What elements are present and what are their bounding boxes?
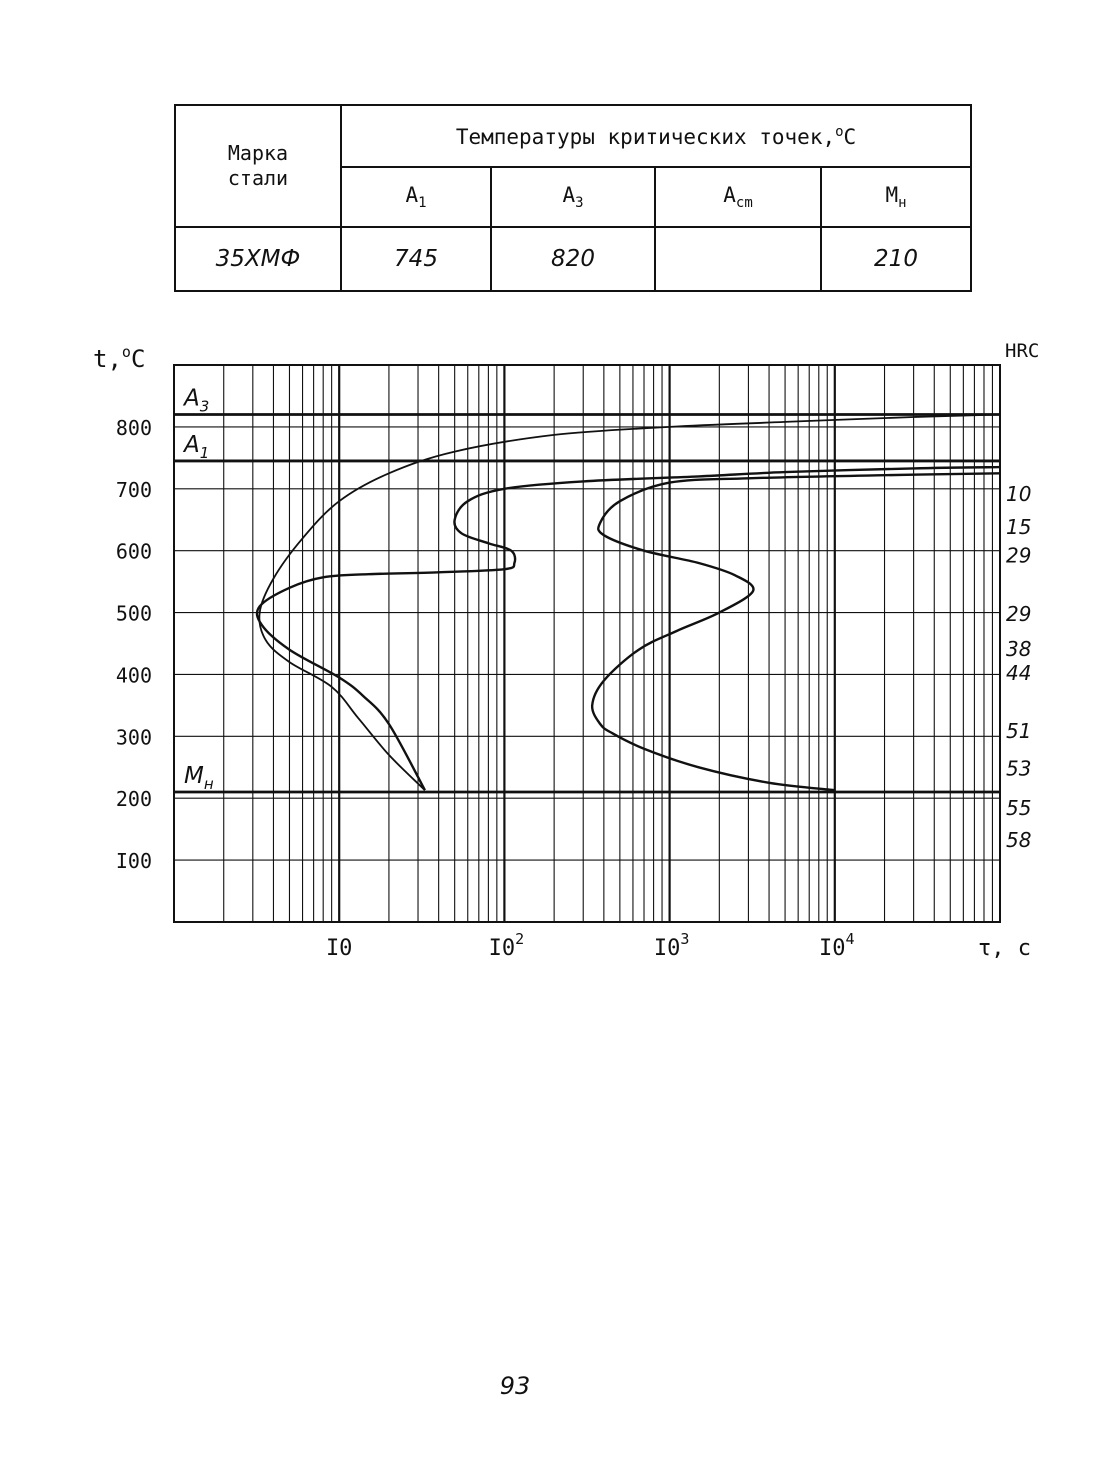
celsius-unit: С (843, 124, 857, 149)
right-axis-label: HRC (1005, 340, 1040, 362)
hrc-label: 44 (1006, 660, 1032, 685)
y-axis-label: t,$^о$С (93, 343, 146, 373)
curves (257, 415, 1000, 791)
col-a3-header: $A_3$ (491, 167, 655, 227)
hrc-labels (1006, 482, 1031, 852)
critical-line-label: $A_3$ (184, 385, 210, 416)
hrc-label: 51 (1006, 719, 1032, 744)
a1-value: 745 (341, 227, 491, 291)
col-acm-header: $A_{cm}$ (655, 167, 821, 227)
x-tick-label: $I0^3$ (653, 930, 690, 961)
y-tick-label: 600 (115, 539, 152, 564)
x-tick-label: I0 (325, 936, 353, 961)
hrc-label: 38 (1006, 636, 1032, 661)
hrc-label: 58 (1006, 828, 1032, 853)
critical-line-label: $A_1$ (184, 431, 210, 462)
a3-value: 820 (491, 227, 655, 291)
x-tick-labels (326, 930, 855, 961)
page-number: 93 (499, 1372, 531, 1400)
hrc-label: 53 (1006, 756, 1032, 781)
hrc-label: 29 (1006, 543, 1032, 568)
y-tick-label: 500 (115, 601, 152, 626)
steel-grade-header-line1: Марка (227, 141, 289, 165)
y-tick-labels (116, 416, 152, 873)
critical-lines (174, 386, 1000, 794)
y-tick-label: 800 (115, 415, 152, 440)
hrc-label: 29 (1006, 602, 1032, 627)
col-a1-header: $A_1$ (341, 167, 491, 227)
critical-line-label: $M_н$ (184, 763, 214, 794)
critical-temps-header-text: Температуры критических точек, (455, 124, 836, 149)
transformation-curve-1 (259, 415, 1000, 791)
y-tick-label: 700 (115, 477, 152, 502)
steel-grade-header-line2: стали (227, 166, 289, 190)
y-tick-label: 400 (115, 663, 152, 688)
grid (174, 365, 1000, 922)
y-tick-label: 200 (115, 787, 152, 812)
y-tick-label: I00 (115, 849, 152, 874)
hrc-label: 10 (1006, 482, 1032, 507)
y-tick-label: 300 (115, 725, 152, 750)
x-tick-label: $I0^4$ (819, 930, 855, 961)
mn-value: 210 (821, 227, 971, 291)
degree-sup: о (835, 123, 844, 140)
plot-frame (174, 365, 1000, 922)
hrc-label: 15 (1006, 514, 1032, 539)
col-mn-header: $M_н$ (821, 167, 971, 227)
steel-grade-value: 35ХМФ (175, 227, 341, 291)
x-axis-label: τ, с (978, 936, 1031, 961)
x-tick-label: $I0^2$ (488, 930, 525, 961)
hrc-label: 55 (1006, 795, 1032, 820)
